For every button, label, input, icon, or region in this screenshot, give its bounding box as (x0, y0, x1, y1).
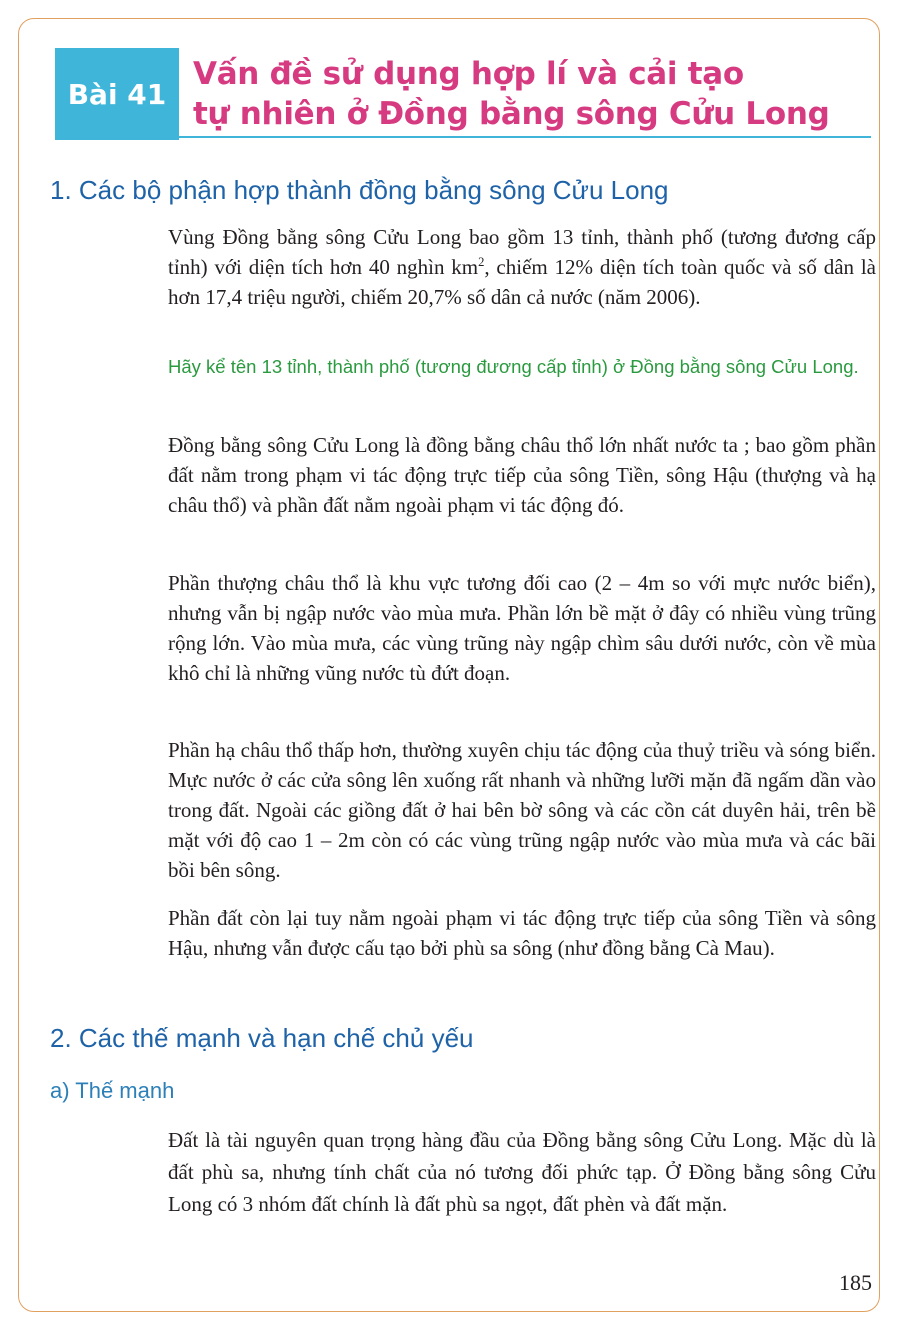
section-1-paragraph-2: Đồng bằng sông Cửu Long là đồng bằng châu thổ lớn nhất nước ta ; bao gồm phần đất nằm trong phạm vi tác động trực tiếp của sông Tiền, sông Hậu (thượng và hạ châu thổ) và phần đất nằm ngoài phạm vi tác động đó. (168, 433, 876, 517)
section-1-paragraph-3: Phần thượng châu thổ là khu vực tương đối cao (2 – 4m so với mực nước biển), nhưng vẫn bị ngập nước vào mùa mưa. Phần lớn bề mặt ở đây có nhiều vùng trũng rộng lớn. Vào mùa mưa, các vùng trũng này ngập chìm sâu dưới nước, còn về mùa khô chỉ là những vũng nước tù đứt đoạn. (168, 571, 876, 685)
paragraph-1-text-a: Vùng Đồng bằng sông Cửu Long bao gồm 13 tỉnh, thành phố (tương đương cấp tỉnh) với diện tích hơn 40 nghìn km (168, 225, 876, 279)
section-1-paragraph-4: Phần hạ châu thổ thấp hơn, thường xuyên chịu tác động của thuỷ triều và sóng biển. Mực nước ở các cửa sông lên xuống rất nhanh và những lưỡi mặn đã ngấm dần vào trong đất. Ngoài các giồng đất ở hai bên bờ sông và các cồn cát duyên hải, trên bề mặt với độ cao 1 – 2m còn có các vùng trũng ngập nước vào mùa mưa và các bãi bồi bên sông. (168, 738, 876, 882)
section-1-paragraph-5: Phần đất còn lại tuy nằm ngoài phạm vi tác động trực tiếp của sông Tiền và sông Hậu, nhưng vẫn được cấu tạo bởi phù sa sông (như đồng bằng Cà Mau). (168, 906, 876, 960)
section-1-paragraph-1 (168, 222, 876, 312)
lesson-number-badge (55, 48, 179, 140)
superscript-two: 2 (478, 255, 485, 269)
review-question: Hãy kể tên 13 tỉnh, thành phố (tương đương cấp tỉnh) ở Đồng bằng sông Cửu Long. (168, 356, 859, 377)
page-number: 185 (839, 1270, 872, 1295)
section-2-paragraph-1: Đất là tài nguyên quan trọng hàng đầu của Đồng bằng sông Cửu Long. Mặc dù là đất phù sa, nhưng tính chất của nó tương đối phức tạp. Ở Đồng bằng sông Cửu Long có 3 nhóm đất chính là đất phù sa ngọt, đất phèn và đất mặn. (168, 1128, 876, 1216)
subsection-a-heading: a) Thế mạnh (50, 1078, 175, 1103)
section-1-heading: 1. Các bộ phận hợp thành đồng bằng sông Cửu Long (50, 175, 669, 205)
lesson-title (193, 54, 883, 134)
section-2-heading: 2. Các thế mạnh và hạn chế chủ yếu (50, 1023, 474, 1053)
title-underline (179, 136, 871, 138)
paragraph-1-text-b: , chiếm 12% diện tích toàn quốc và số dân là hơn 17,4 triệu người, chiếm 20,7% số dân cả nước (năm 2006). (168, 255, 876, 309)
lesson-title-line-1: Vấn đề sử dụng hợp lí và cải tạo (193, 56, 744, 92)
lesson-number-label: Bài 41 (67, 77, 167, 111)
lesson-title-line-2: tự nhiên ở Đồng bằng sông Cửu Long (193, 96, 830, 132)
